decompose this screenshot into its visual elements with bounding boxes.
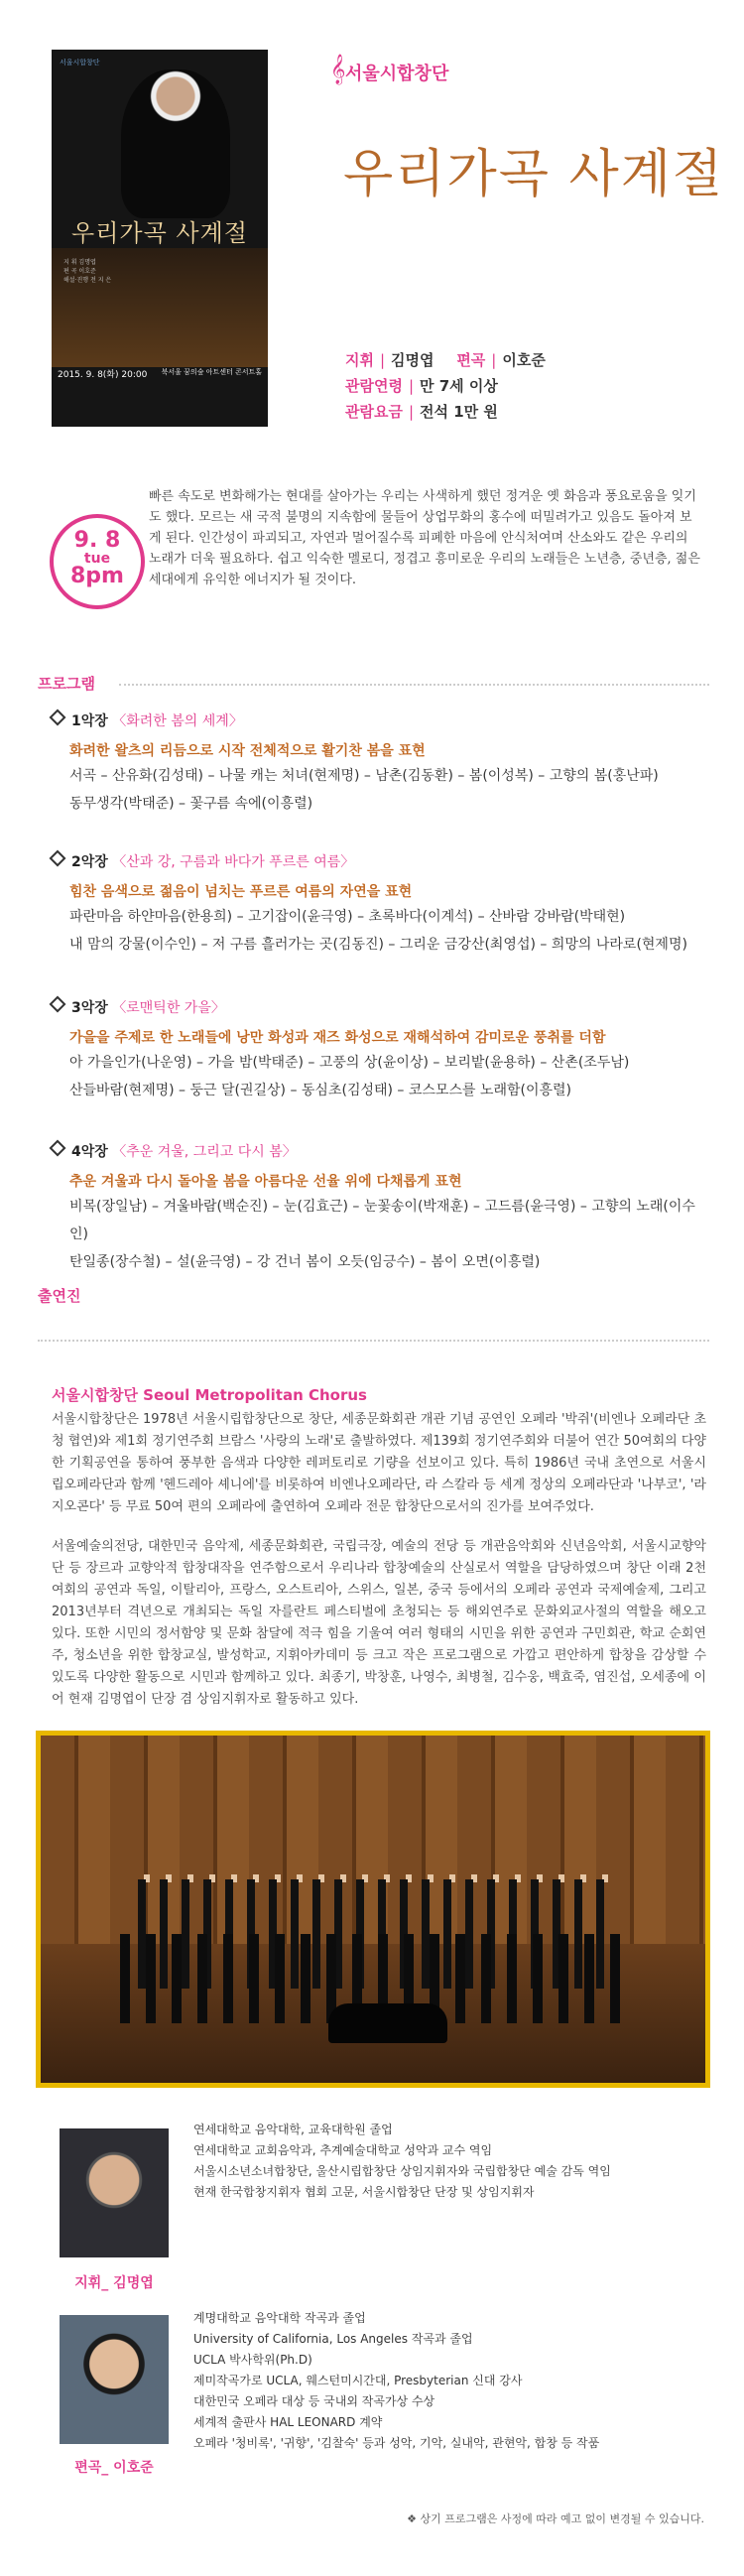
song-line: 서곡 – 산유화(김성태) – 나물 캐는 처녀(현제명) – 남촌(김동환) – 봄(이성복) – 고향의 봄(홍난파)	[69, 768, 659, 784]
movement-name: 〈화려한 봄의 세계〉	[112, 713, 243, 729]
date-badge	[50, 514, 145, 609]
movement-num: 4악장	[71, 1144, 108, 1160]
poster-logo: 서울시합창단	[60, 59, 100, 66]
movement-num: 1악장	[71, 713, 108, 729]
bio-line: 세계적 출판사 HAL LEONARD 계약	[193, 2415, 383, 2429]
bio-line: University of California, Los Angeles 작곡과 졸업	[193, 2332, 473, 2346]
song-line: 탄일종(장수철) – 설(윤극영) – 강 건너 봄이 오듯(임긍수) – 봄이 오면(이흥렬)	[69, 1254, 541, 1270]
badge-weekday: tue	[83, 551, 111, 567]
bio-line: 서울시소년소녀합창단, 울산시립합창단 상임지휘자와 국립합창단 예술 감독 역임	[193, 2164, 611, 2178]
movement-num: 3악장	[71, 1000, 108, 1016]
info-value: 만 7세 이상	[420, 377, 498, 395]
movement-songs	[69, 1049, 704, 1104]
treble-clef-icon: 𝄞	[330, 55, 346, 84]
movement-songs	[69, 1193, 704, 1276]
movement-3	[52, 997, 225, 1017]
info-value: 전석 1만 원	[420, 403, 498, 421]
song-line: 파란마음 하얀마음(한용희) – 고기잡이(윤극영) – 초록바다(이계석) – 산바람 강바람(박태현)	[69, 909, 626, 925]
song-line: 비목(장일남) – 겨울바람(백순진) – 눈(김효근) – 눈꽃송이(박재훈) – 고드름(윤극영) – 고향의 노래(이수인)	[69, 1199, 695, 1242]
movement-desc: 힘찬 음색으로 젊음이 넘치는 푸르른 여름의 자연을 표현	[69, 884, 413, 900]
bio-line: 연세대학교 음악대학, 교육대학원 졸업	[193, 2123, 393, 2136]
brand-name: 서울시합창단	[345, 64, 449, 84]
divider	[38, 1340, 709, 1342]
poster-date: 2015. 9. 8(화) 20:00	[58, 370, 148, 380]
bio-line: 연세대학교 교회음악과, 추계예술대학교 성악과 교수 역임	[193, 2143, 493, 2157]
info-row-age: 관람연령 | 만 7세 이상	[345, 377, 498, 395]
movement-songs	[69, 903, 704, 959]
info-row-director: 지휘 | 김명엽 편곡 | 이호준	[345, 351, 546, 369]
bio-line: 대한민국 오페라 대상 등 국내외 작곡가상 수상	[193, 2394, 435, 2408]
bio-line: 계명대학교 음악대학 작곡과 졸업	[193, 2311, 366, 2325]
bio-line: 오페라 '청비록', '귀향', '김찰숙' 등과 성악, 기악, 실내악, 관현악, 합창 등 작품	[193, 2436, 600, 2450]
info-key: 지휘	[345, 351, 374, 369]
choir-activities: 서울예술의전당, 대한민국 음악제, 세종문화회관, 국립극장, 예술의 전당 등 개관음악회와 신년음악회, 서울시교향악단 등 장르과 교향악적 합창대작을 연주함으로서 우리나라 합창예술의 산실로서 역할을 담당하였으며 창단 이래 2천여회의 공연과 독일, 이탈리아, 프랑스, 오스트리아, 스위스, 일본, 중국 등에서의 오페라 공연과 국제예술제, 그리고 2013년부터 격년으로 개최되는 독일 자를란트 페스티벌에 초청되는 등 해외연주로 문화외교사절의 역할을 해오고 있다. 또한 시민의 정서함양 및 문화 참달에 적극 힘을 기울여 여러 형태의 시민을 위한 공연과 구민회관, 학교 순회연주, 청소년을 위한 합창교실, 발성학교, 지휘아카데미 등 크고 작은 프로그램으로 가깝고 편안하게 합창을 감상할 수 있도록 다양한 활동으로 시민과 함께하고 있다. 최종기, 박창훈, 나영수, 최병철, 김수웅, 백효죽, 염진섭, 오세종에 이어 현재 김명엽이 단장 겸 상임지휘자로 활동하고 있다.	[52, 1539, 706, 1707]
info-row-price: 관람요금 | 전석 1만 원	[345, 403, 498, 421]
song-line: 동무생각(박태준) – 꽃구름 속에(이흥렬)	[69, 796, 313, 812]
arranger-name: 편곡_ 이호준	[74, 2460, 154, 2476]
conductor-bio	[193, 2120, 709, 2203]
arranger-portrait	[60, 2315, 169, 2444]
info-key: 관람요금	[345, 403, 403, 421]
song-line: 아 가을인가(나운영) – 가을 밤(박태준) – 고풍의 상(윤이상) – 보리밭(윤용하) – 산촌(조두남)	[69, 1055, 630, 1071]
divider	[119, 684, 709, 686]
badge-time: 8pm	[70, 564, 124, 588]
movement-name: 〈로맨틱한 가을〉	[112, 1000, 225, 1016]
conductor-portrait	[60, 2128, 169, 2257]
badge-day: 9. 8	[73, 528, 121, 553]
conductor-figure	[121, 69, 230, 218]
program-heading: 프로그램	[38, 675, 95, 693]
footnote: ❖ 상기 프로그램은 사정에 따라 예고 없이 변경될 수 있습니다.	[407, 2512, 704, 2525]
intro-text: 빠른 속도로 변화해가는 현대를 살아가는 우리는 사색하게 했던 정겨운 옛 화음과 풍요로움을 잊기도 했다. 모르는 새 국적 불명의 지속함에 물들어 상업무화의 홍수에 떠밀려가고 있음도 돌아져 보게 된다. 인간성이 파괴되고, 자연과 멀어질수록 피폐한 마음에 안식처여며 산소와도 같은 우리의 노래가 더욱 필요하다. 쉽고 익숙한 멜로디, 정겹고 흥미로운 우리의 노래들은 노년층, 중년층, 젊은 세대에게 유익한 에너지가 될 것이다.	[149, 489, 700, 587]
bio-line: 제미작곡가로 UCLA, 웨스턴미시간대, Presbyterian 신대 강사	[193, 2374, 523, 2387]
info-value: 이호준	[502, 351, 546, 369]
poster-title: 우리가곡 사계절	[71, 219, 248, 247]
bio-line: 현재 한국합창지휘자 협회 고문, 서울시합창단 단장 및 상임지휘자	[193, 2185, 535, 2199]
arranger-bio	[193, 2308, 709, 2454]
movement-1	[52, 710, 243, 730]
song-line: 내 맘의 강물(이수인) – 저 구름 흘러가는 곳(김동진) – 그리운 금강산(최영섭) – 희망의 나라로(현제명)	[69, 937, 687, 953]
poster-venue: 북서울 꿈의숲 아트센터 콘서트홀	[161, 368, 262, 376]
movement-desc: 가을을 주제로 한 노래들에 낭만 화성과 재즈 화성으로 재해석하여 감미로운 풍취를 더함	[69, 1030, 606, 1046]
movement-songs	[69, 762, 704, 818]
song-line: 산들바람(현제명) – 둥근 달(권길상) – 동심초(김성태) – 코스모스를 노래함(이흥렬)	[69, 1083, 572, 1098]
page-title: 우리가곡 사계절	[343, 145, 725, 204]
movement-name: 〈추운 겨울, 그리고 다시 봄〉	[112, 1144, 297, 1160]
choir-name: 서울시합창단 Seoul Metropolitan Chorus	[52, 1386, 367, 1404]
poster-credits: 지 휘 김명엽 편 곡 이호준 해설·진행 전 지 은	[63, 259, 112, 284]
movement-name: 〈산과 강, 구름과 바다가 푸르른 여름〉	[112, 854, 355, 870]
concert-photo	[36, 1731, 710, 2088]
bio-line: UCLA 박사학위(Ph.D)	[193, 2353, 312, 2367]
performers-heading: 출연진	[38, 1287, 81, 1305]
concert-poster	[52, 50, 268, 427]
movement-desc: 화려한 왈츠의 리듬으로 시작 전체적으로 활기찬 봄을 표현	[69, 743, 426, 759]
conductor-name: 지휘_ 김명엽	[74, 2275, 154, 2291]
info-value: 김명엽	[391, 351, 434, 369]
piano	[328, 2003, 447, 2043]
movement-2	[52, 851, 354, 871]
info-key: 관람연령	[345, 377, 403, 395]
movement-desc: 추운 겨울과 다시 돌아올 봄을 아름다운 선율 위에 다채롭게 표현	[69, 1174, 462, 1190]
info-key: 편곡	[456, 351, 486, 369]
choir-history: 서울시합창단은 1978년 서울시립합창단으로 창단, 세종문화회관 개관 기념 공연인 오페라 '박쥐'(비엔나 오페라단 초청 협연)와 제1회 정기연주회 브람스 '사랑의 노래'로 출발하였다. 제139회 정기연주회와 더불어 연간 50여회의 다양한 기획공연을 통하여 풍부한 음색과 다양한 레퍼토리로 기량을 선보이고 있다. 특히 1986년 국내 초연으로 서울시립오페라단과 함께 '헨드레아 셰니에'를 비롯하여 비엔나오페라단, 라 스칼라 등 세계 정상의 오페라단과 '나부코', '라 지오콘다' 등 무료 50여 편의 오페라에 출연하여 오페라 전문 합창단으로서의 진가를 보여주었다.	[52, 1412, 707, 1514]
movement-4	[52, 1141, 297, 1161]
movement-num: 2악장	[71, 854, 108, 870]
